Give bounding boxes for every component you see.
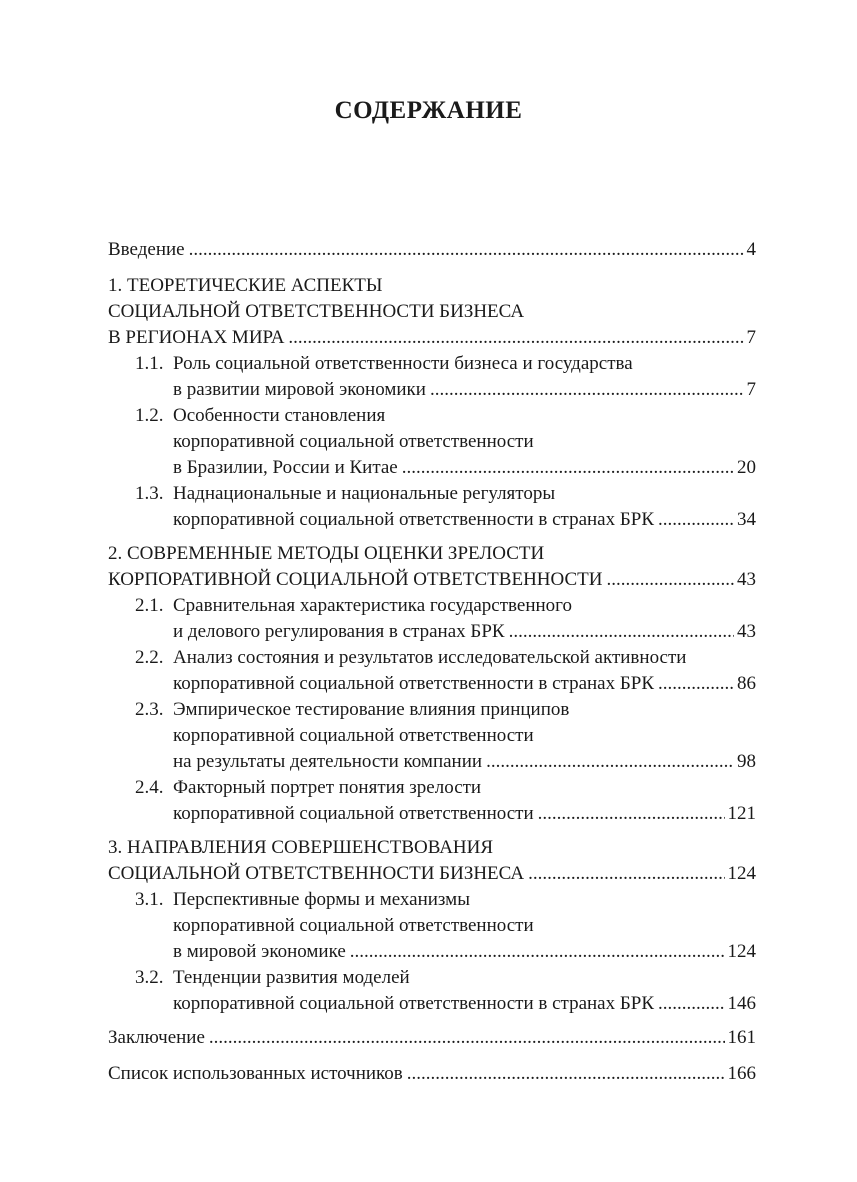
dot-leader [350, 939, 725, 965]
chapter-title-line: 1. ТЕОРЕТИЧЕСКИЕ АСПЕКТЫ [108, 275, 383, 296]
toc-section-1-2[interactable] [108, 403, 756, 481]
dot-leader [407, 1061, 725, 1087]
page-title: СОДЕРЖАНИЕ [334, 97, 523, 124]
section-title-line: корпоративной социальной ответственности в странах БРК [173, 509, 655, 530]
toc-section-3-1[interactable] [108, 887, 756, 965]
toc-entry-references[interactable] [108, 1061, 756, 1087]
section-title-line: в мировой экономике [173, 941, 346, 962]
dot-leader [538, 801, 725, 827]
section-title-line: Анализ состояния и результатов исследовательской активности [173, 647, 687, 668]
toc-entry-intro[interactable] [108, 237, 756, 263]
section-title-line: Сравнительная характеристика государственного [173, 595, 572, 616]
section-number: 1.1. [135, 353, 164, 374]
toc-chapter-2[interactable] [108, 541, 756, 593]
dot-leader [209, 1025, 725, 1051]
dot-leader [606, 567, 734, 593]
toc-page-number: 43 [737, 569, 756, 590]
section-title-line: в развитии мировой экономики [173, 379, 426, 400]
section-title-line: Эмпирическое тестирование влияния принципов [173, 699, 570, 720]
section-title-line: корпоративной социальной ответственности [173, 431, 534, 452]
section-number: 1.2. [135, 405, 164, 426]
section-title-line: корпоративной социальной ответственности [173, 803, 534, 824]
toc-page-number: 34 [737, 509, 756, 530]
section-title-line: корпоративной социальной ответственности [173, 915, 534, 936]
section-number: 1.3. [135, 483, 164, 504]
toc-page-number: 20 [737, 457, 756, 478]
toc-entry-label: Заключение [108, 1027, 205, 1048]
dot-leader [430, 377, 744, 403]
section-title-line: Наднациональные и национальные регуляторы [173, 483, 556, 504]
toc-page-number: 146 [727, 993, 756, 1014]
toc-page-number: 124 [727, 863, 756, 884]
section-title-line: и делового регулирования в странах БРК [173, 621, 505, 642]
chapter-title-line: В РЕГИОНАХ МИРА [108, 327, 285, 348]
chapter-title-line: СОЦИАЛЬНОЙ ОТВЕТСТВЕННОСТИ БИЗНЕСА [108, 863, 525, 884]
dot-leader [189, 237, 744, 263]
chapter-title-line: КОРПОРАТИВНОЙ СОЦИАЛЬНОЙ ОТВЕТСТВЕННОСТИ [108, 569, 603, 590]
section-title-line: Особенности становления [173, 405, 386, 426]
table-of-contents [108, 237, 756, 1087]
section-number: 3.2. [135, 967, 164, 988]
toc-section-1-1[interactable] [108, 351, 756, 403]
section-title-line: корпоративной социальной ответственности в странах БРК [173, 673, 655, 694]
toc-section-3-2[interactable] [108, 965, 756, 1017]
section-title-line: Тенденции развития моделей [173, 967, 410, 988]
section-title-line: корпоративной социальной ответственности [173, 725, 534, 746]
chapter-title-line: 2. СОВРЕМЕННЫЕ МЕТОДЫ ОЦЕНКИ ЗРЕЛОСТИ [108, 543, 545, 564]
toc-page-number: 7 [746, 327, 756, 348]
toc-page-number: 86 [737, 673, 756, 694]
section-number: 3.1. [135, 889, 164, 910]
section-number: 2.4. [135, 777, 164, 798]
toc-entry-conclusion[interactable] [108, 1025, 756, 1051]
toc-chapter-1[interactable] [108, 273, 756, 351]
toc-page-number: 7 [746, 379, 756, 400]
section-number: 2.2. [135, 647, 164, 668]
section-number: 2.3. [135, 699, 164, 720]
toc-entry-label: Список использованных источников [108, 1063, 403, 1084]
toc-page-number: 98 [737, 751, 756, 772]
toc-section-2-3[interactable] [108, 697, 756, 775]
toc-entry-label: Введение [108, 239, 185, 260]
section-title-line: Роль социальной ответственности бизнеса и государства [173, 353, 633, 374]
dot-leader [486, 749, 734, 775]
toc-page-number: 161 [727, 1027, 756, 1048]
toc-page-number: 121 [727, 803, 756, 824]
section-title-line: в Бразилии, России и Китае [173, 457, 398, 478]
chapter-title-line: СОЦИАЛЬНОЙ ОТВЕТСТВЕННОСТИ БИЗНЕСА [108, 301, 525, 322]
toc-page-number: 4 [746, 239, 756, 260]
section-title-line: Факторный портрет понятия зрелости [173, 777, 482, 798]
toc-section-2-2[interactable] [108, 645, 756, 697]
dot-leader [658, 671, 734, 697]
section-number: 2.1. [135, 595, 164, 616]
toc-page-number: 166 [727, 1063, 756, 1084]
dot-leader [402, 455, 734, 481]
toc-page-number: 43 [737, 621, 756, 642]
toc-section-2-1[interactable] [108, 593, 756, 645]
toc-section-2-4[interactable] [108, 775, 756, 827]
dot-leader [528, 861, 724, 887]
toc-section-1-3[interactable] [108, 481, 756, 533]
section-title-line: на результаты деятельности компании [173, 751, 483, 772]
dot-leader [509, 619, 734, 645]
chapter-title-line: 3. НАПРАВЛЕНИЯ СОВЕРШЕНСТВОВАНИЯ [108, 837, 494, 858]
section-title-line: Перспективные формы и механизмы [173, 889, 470, 910]
dot-leader [288, 325, 743, 351]
toc-chapter-3[interactable] [108, 835, 756, 887]
dot-leader [658, 507, 734, 533]
toc-page-number: 124 [727, 941, 756, 962]
section-title-line: корпоративной социальной ответственности в странах БРК [173, 993, 655, 1014]
dot-leader [658, 991, 724, 1017]
